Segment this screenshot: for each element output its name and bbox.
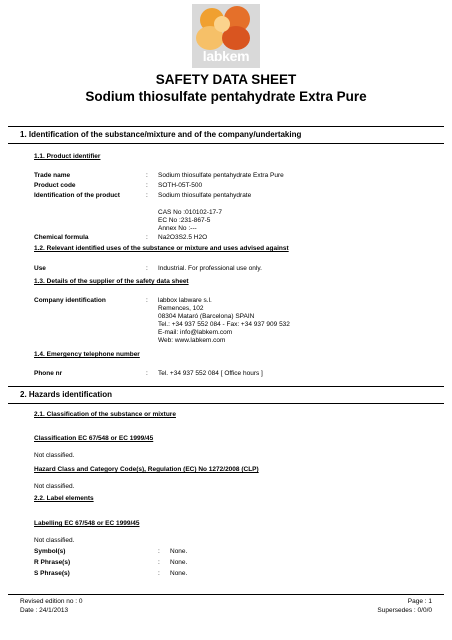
- clp-heading: Hazard Class and Category Code(s), Regulation (EC) No 1272/2008 (CLP): [34, 466, 259, 473]
- trade-name-value: Sodium thiosulfate pentahydrate Extra Pure: [158, 172, 284, 179]
- page-number: Page : 1: [407, 598, 432, 605]
- clp-value: Not classified.: [34, 483, 75, 490]
- trade-name-label: Trade name: [34, 172, 71, 179]
- product-code-label: Product code: [34, 182, 76, 189]
- labkem-logo: labkem: [192, 4, 260, 68]
- subsection-2-2: 2.2. Label elements: [34, 495, 94, 502]
- document-title: SAFETY DATA SHEET: [155, 72, 297, 87]
- colon: :: [146, 172, 148, 179]
- labelling-heading: Labelling EC 67/548 or EC 1999/45: [34, 520, 140, 527]
- section-2-heading: 2. Hazards identification: [20, 390, 113, 399]
- company-line: labbox labware s.l.: [158, 297, 212, 304]
- labelling-value: Not classified.: [34, 537, 75, 544]
- section-1-heading: 1. Identification of the substance/mixture and of the company/undertaking: [20, 130, 302, 139]
- section-rule: [8, 403, 444, 404]
- identification-label: Identification of the product: [34, 192, 120, 199]
- colon: :: [146, 265, 148, 272]
- revision-date: Date : 24/1/2013: [20, 607, 69, 614]
- product-title: Sodium thiosulfate pentahydrate Extra Pure: [85, 89, 367, 104]
- s-phrase-label: S Phrase(s): [34, 570, 70, 577]
- colon: :: [146, 370, 148, 377]
- subsection-2-1: 2.1. Classification of the substance or mixture: [34, 411, 176, 418]
- identification-value: Sodium thiosulfate pentahydrate: [158, 192, 252, 199]
- company-web: Web: www.labkem.com: [158, 337, 226, 344]
- chemical-formula-value: Na2O3S2.5 H2O: [158, 234, 208, 241]
- cas-number: CAS No :010102-17-7: [158, 209, 222, 216]
- colon: :: [146, 182, 148, 189]
- product-code-value: SOTH-05T-500: [158, 182, 203, 189]
- subsection-1-1: 1.1. Product identifier: [34, 153, 101, 160]
- phone-label: Phone nr: [34, 370, 63, 377]
- section-rule: [8, 386, 444, 387]
- revised-edition: Revised edition no : 0: [20, 598, 83, 605]
- colon: :: [158, 559, 160, 566]
- s-phrase-value: None.: [170, 570, 188, 577]
- subsection-1-4: 1.4. Emergency telephone number: [34, 351, 140, 358]
- colon: :: [146, 192, 148, 199]
- company-line: Tel.: +34 937 552 084 - Fax: +34 937 909 532: [158, 321, 290, 328]
- company-identification-label: Company identification: [34, 297, 106, 304]
- ec-classification-heading: Classification EC 67/548 or EC 1999/45: [34, 435, 154, 442]
- use-label: Use: [34, 265, 46, 272]
- colon: :: [146, 234, 148, 241]
- footer-rule: [8, 594, 444, 595]
- r-phrase-label: R Phrase(s): [34, 559, 71, 566]
- symbol-value: None.: [170, 548, 188, 555]
- subsection-1-2: 1.2. Relevant identified uses of the substance or mixture and uses advised against: [34, 245, 289, 252]
- company-email: E-mail: info@labkem.com: [158, 329, 233, 336]
- company-line: Remences, 102: [158, 305, 204, 312]
- chemical-formula-label: Chemical formula: [34, 234, 89, 241]
- r-phrase-value: None.: [170, 559, 188, 566]
- symbol-label: Symbol(s): [34, 548, 66, 555]
- section-rule: [8, 143, 444, 144]
- ec-number: EC No :231-867-5: [158, 217, 211, 224]
- colon: :: [158, 548, 160, 555]
- subsection-1-3: 1.3. Details of the supplier of the safety data sheet: [34, 278, 189, 285]
- colon: :: [146, 297, 148, 304]
- company-line: 08304 Mataró (Barcelona) SPAIN: [158, 313, 255, 320]
- section-rule: [8, 126, 444, 127]
- ec-classification-value: Not classified.: [34, 452, 75, 459]
- supersedes: Supersedes : 0/0/0: [377, 607, 432, 614]
- phone-value: Tel. +34 937 552 084 [ Office hours ]: [158, 370, 263, 377]
- annex-number: Annex No :---: [158, 225, 197, 232]
- colon: :: [158, 570, 160, 577]
- use-value: Industrial. For professional use only.: [158, 265, 262, 272]
